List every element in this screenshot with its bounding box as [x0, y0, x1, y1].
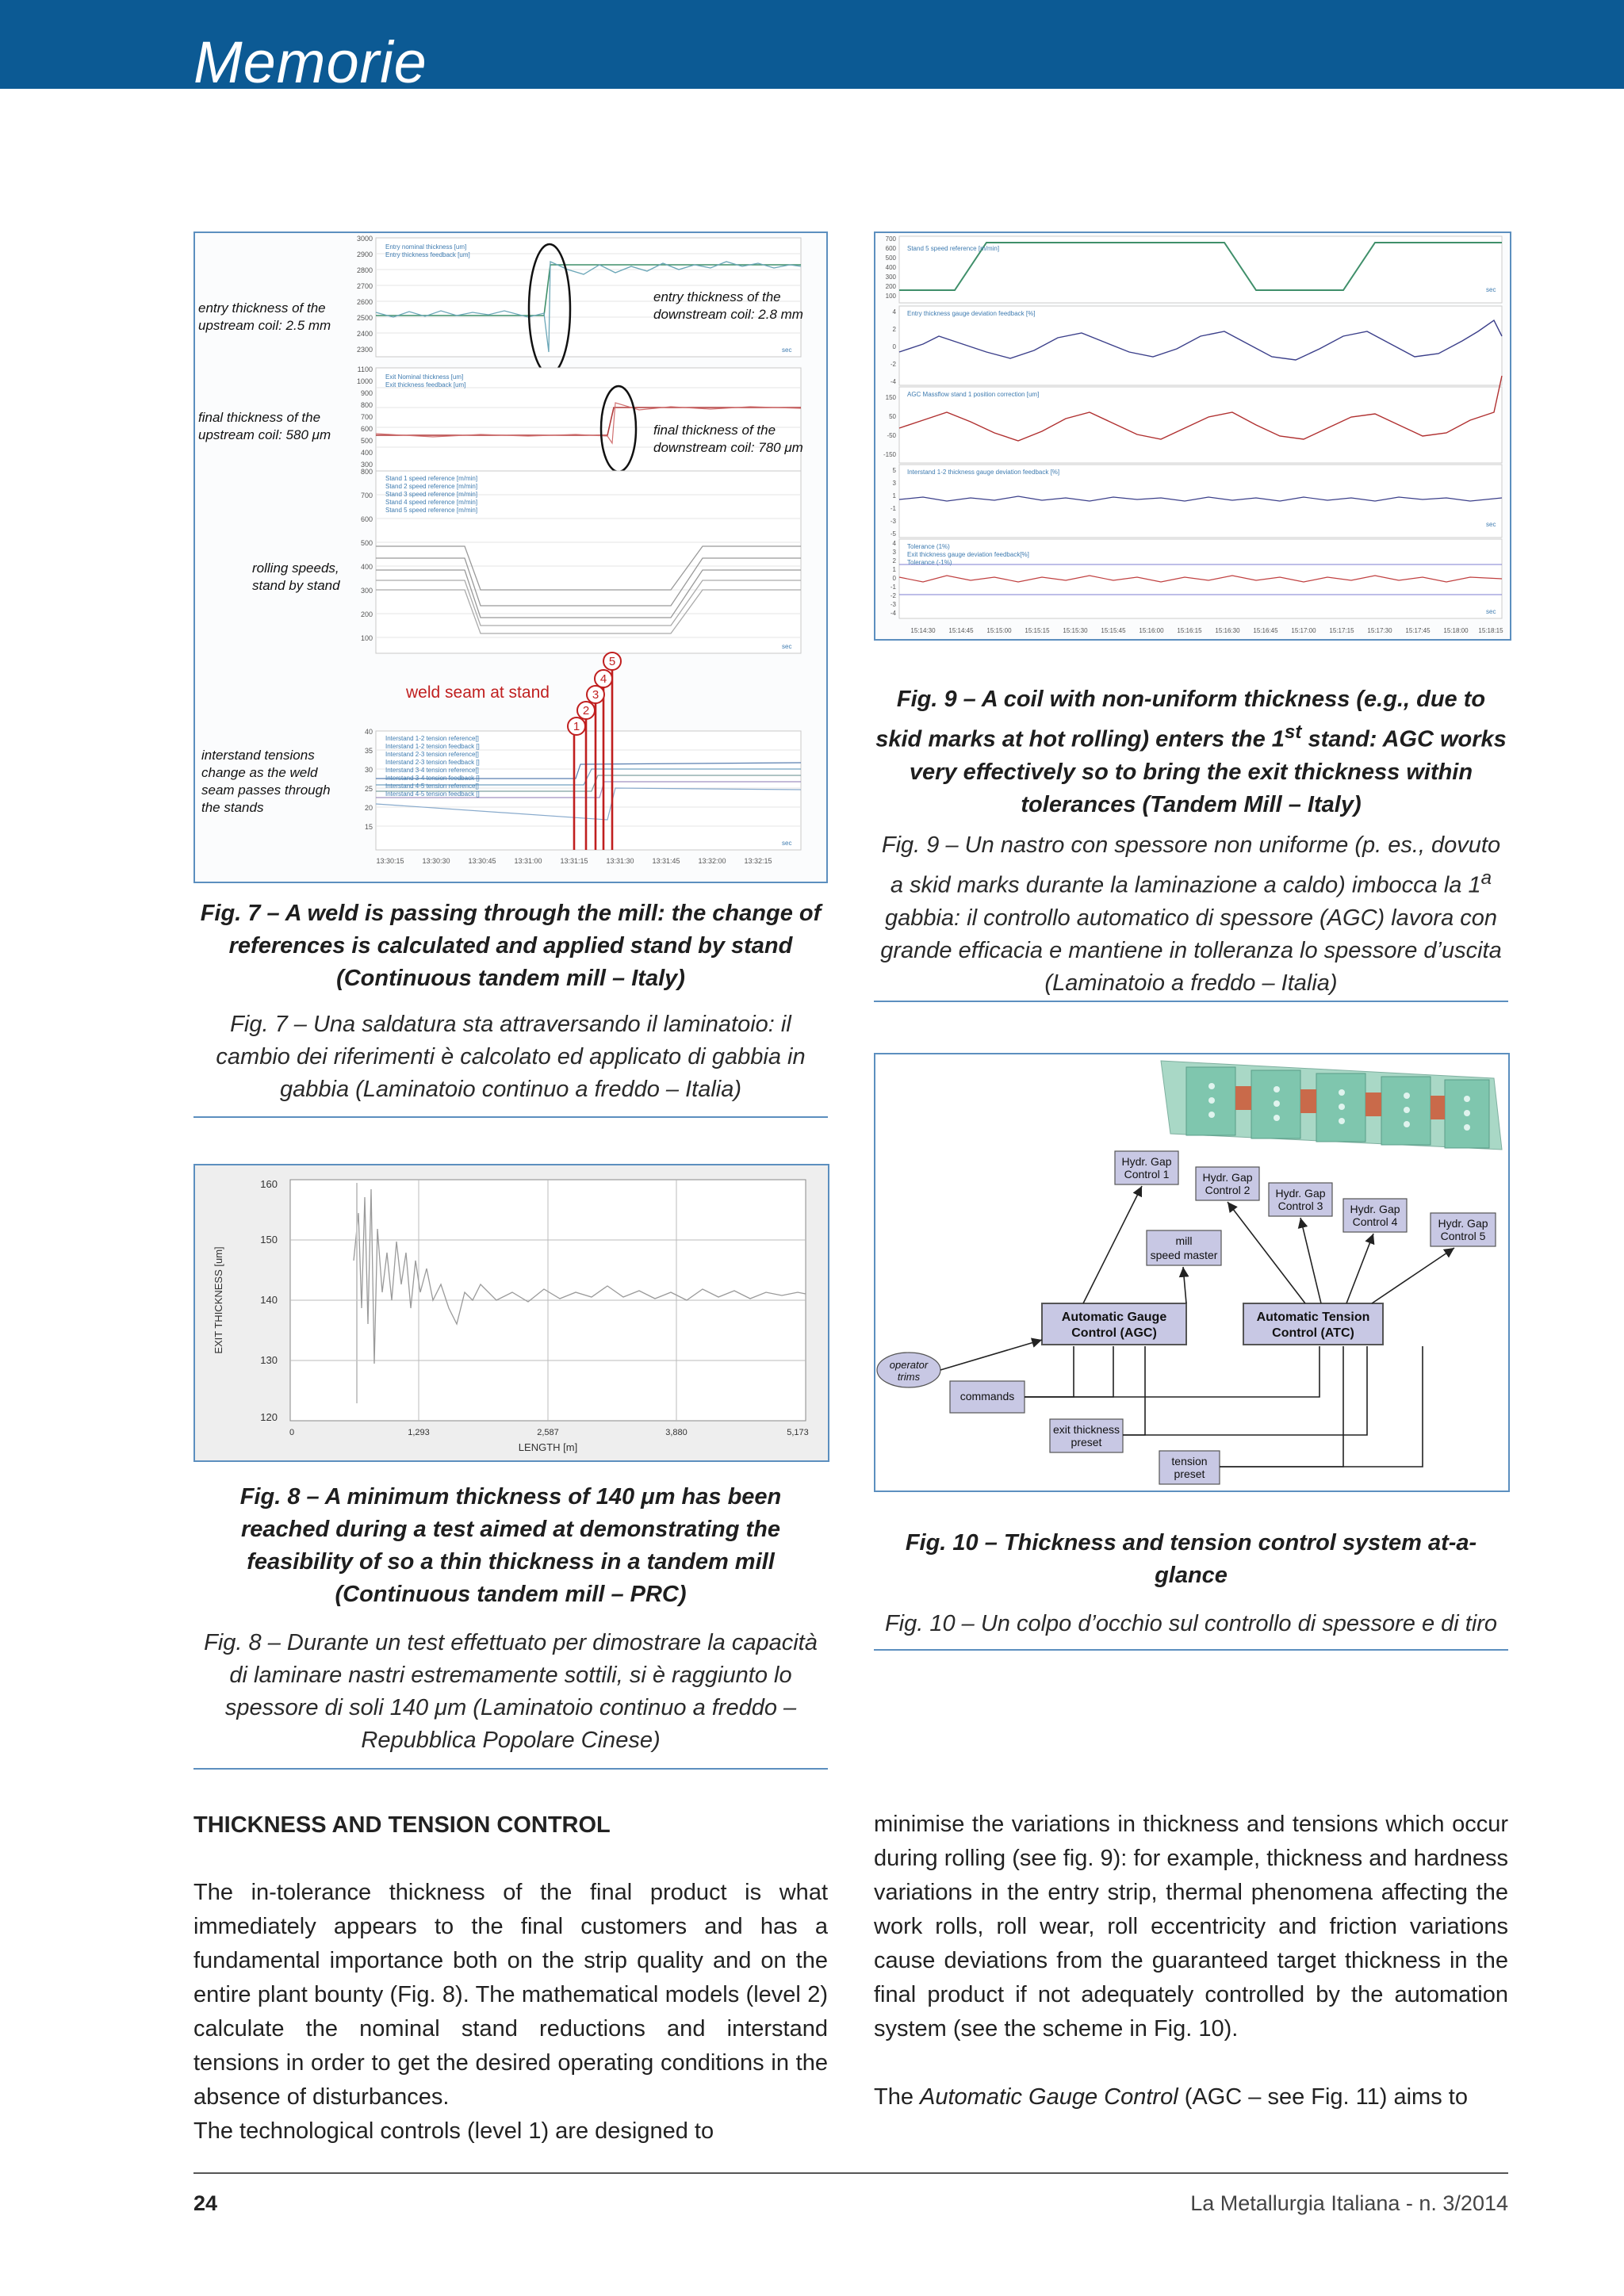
- svg-text:50: 50: [889, 413, 896, 420]
- svg-text:3,880: 3,880: [665, 1428, 688, 1437]
- svg-text:upstream coil: 2.5 mm: upstream coil: 2.5 mm: [198, 318, 331, 333]
- figure-8-plot: [195, 1165, 828, 1460]
- svg-text:Interstand 3-4 tension referen: Interstand 3-4 tension reference[]: [385, 767, 479, 774]
- agc-label: Automatic Gauge: [1061, 1311, 1167, 1324]
- fig7-ann-final-downstream: final thickness of the: [653, 423, 776, 438]
- svg-text:200: 200: [360, 610, 373, 618]
- svg-text:5,173: 5,173: [787, 1428, 809, 1437]
- svg-text:1,293: 1,293: [408, 1428, 430, 1437]
- figure-9: [874, 232, 1511, 641]
- fig9-caption-en: Fig. 9 – A coil with non-uniform thickness (e.g., due to skid marks at hot rolling) enters the 1st stand: AGC works very effectively so to bring the exit thickness within tolerances (Tandem Mill – Italy): [875, 687, 1507, 817]
- svg-text:13:30:45: 13:30:45: [468, 857, 496, 865]
- svg-text:400: 400: [360, 449, 373, 457]
- fig7-stand-label-2: 2: [582, 704, 590, 718]
- fig7-stand-label-4: 4: [599, 672, 607, 686]
- section-title: Memorie: [193, 29, 427, 95]
- svg-text:stand by stand: stand by stand: [252, 578, 340, 593]
- fig9-axis-inter: [891, 467, 897, 538]
- svg-text:Interstand 4-5 tension referen: Interstand 4-5 tension reference[]: [385, 783, 479, 790]
- mill-speed-master-label: mill: [1175, 1234, 1193, 1247]
- svg-text:2: 2: [892, 557, 896, 564]
- fig8-rule: [193, 1768, 828, 1770]
- svg-text:15:15:15: 15:15:15: [1025, 627, 1050, 634]
- svg-text:800: 800: [360, 401, 373, 409]
- fig7-caption-it: Fig. 7 – Una saldatura sta attraversando il laminatoio: il cambio dei riferimenti è calcolato ed applicato di gabbia in gabbia (Laminatoio continuo a freddo – Italia): [216, 1012, 806, 1102]
- svg-text:-5: -5: [890, 530, 896, 538]
- svg-text:Stand 5 speed reference [m/min: Stand 5 speed reference [m/min]: [385, 507, 478, 514]
- svg-text:13:30:30: 13:30:30: [422, 857, 450, 865]
- svg-text:600: 600: [885, 245, 896, 252]
- svg-text:Interstand 1-2 thickness gauge: Interstand 1-2 thickness gauge deviation feedback [%]: [907, 469, 1060, 476]
- svg-text:900: 900: [360, 389, 373, 397]
- svg-text:500: 500: [360, 437, 373, 445]
- svg-text:15:15:30: 15:15:30: [1063, 627, 1088, 634]
- svg-text:Exit thickness gauge deviation: Exit thickness gauge deviation feedback[%]: [907, 551, 1029, 558]
- svg-text:-50: -50: [887, 432, 896, 439]
- svg-text:sec: sec: [1486, 608, 1496, 615]
- svg-text:Stand 5 speed reference [m/min: Stand 5 speed reference [m/min]: [907, 245, 1000, 252]
- tension-preset-label: tension: [1171, 1455, 1208, 1468]
- svg-text:100: 100: [885, 293, 896, 300]
- svg-text:13:32:00: 13:32:00: [698, 857, 726, 865]
- left-paragraph-1: The in-tolerance thickness of the final product is what immediately appears to the final customers and has a fundamental importance both on the strip quality and on the entire plant bounty (Fig. 8). The mathematical models (level 2) calculate the nominal stand reductions and interstand tensions in order to get the desired operating conditions in the absence of disturbances.: [193, 1880, 828, 2110]
- svg-text:400: 400: [360, 563, 373, 571]
- svg-text:Stand 4 speed reference [m/min: Stand 4 speed reference [m/min]: [385, 499, 478, 506]
- svg-text:600: 600: [360, 515, 373, 523]
- section-heading: THICKNESS AND TENSION CONTROL: [193, 1812, 611, 1838]
- svg-text:4: 4: [892, 540, 896, 547]
- svg-text:500: 500: [360, 539, 373, 547]
- svg-text:speed master: speed master: [1150, 1249, 1218, 1261]
- figure-7-plot: [195, 233, 826, 882]
- fig10-rule: [874, 1649, 1508, 1651]
- svg-text:150: 150: [885, 394, 896, 401]
- svg-text:1000: 1000: [356, 377, 373, 385]
- fig7-stand-label-3: 3: [592, 688, 599, 702]
- fig7-caption-en: Fig. 7 – A weld is passing through the mill: the change of references is calculated and applied stand by stand (Continuous tandem mill – Italy): [200, 901, 822, 991]
- fig10-caption-it: Fig. 10 – Un colpo d’occhio sul controllo di spessore e di tiro: [884, 1611, 1498, 1636]
- svg-text:Tolerance (-1%): Tolerance (-1%): [907, 559, 952, 566]
- svg-text:1100: 1100: [357, 365, 373, 373]
- fig7-ann-final-upstream: final thickness of the: [198, 410, 321, 425]
- svg-text:2600: 2600: [356, 298, 373, 306]
- svg-text:15:15:45: 15:15:45: [1101, 627, 1126, 634]
- svg-text:100: 100: [360, 634, 373, 642]
- svg-text:25: 25: [364, 785, 373, 793]
- figure-8: [193, 1164, 829, 1462]
- svg-text:13:32:15: 13:32:15: [744, 857, 772, 865]
- svg-text:Interstand 2-3 tension feedbac: Interstand 2-3 tension feedback []: [385, 759, 480, 766]
- figure-10-diagram: [875, 1054, 1508, 1490]
- svg-text:15:16:45: 15:16:45: [1253, 627, 1278, 634]
- svg-text:Interstand 2-3 tension referen: Interstand 2-3 tension reference[]: [385, 751, 479, 758]
- svg-text:Control 5: Control 5: [1440, 1230, 1486, 1242]
- svg-text:160: 160: [260, 1178, 278, 1190]
- svg-text:15:18:15: 15:18:15: [1478, 627, 1503, 634]
- fig9-axis-exit: [891, 540, 897, 617]
- svg-text:700: 700: [360, 492, 373, 499]
- svg-text:35: 35: [364, 747, 373, 755]
- svg-text:2800: 2800: [356, 266, 373, 274]
- svg-text:3: 3: [892, 549, 896, 556]
- journal-name: La Metallurgia Italiana - n. 3/2014: [1190, 2191, 1508, 2215]
- svg-text:Control 1: Control 1: [1124, 1168, 1170, 1181]
- svg-text:150: 150: [260, 1234, 278, 1246]
- svg-text:Control 3: Control 3: [1277, 1200, 1323, 1212]
- svg-text:preset: preset: [1071, 1436, 1102, 1448]
- svg-text:30: 30: [364, 766, 373, 774]
- svg-text:sec: sec: [1486, 286, 1496, 293]
- left-column-text: [193, 1876, 828, 2149]
- page-number: 24: [193, 2191, 218, 2215]
- svg-text:seam passes through: seam passes through: [201, 783, 331, 798]
- figure-10: [874, 1053, 1510, 1492]
- fig7-time-ticks: [376, 857, 772, 865]
- fig8-caption-en: Fig. 8 – A minimum thickness of 140 μm has been reached during a test aimed at demonstrating the feasibility of so a thin thickness in a tandem mill (Continuous tandem mill – PRC): [239, 1484, 782, 1607]
- svg-text:800: 800: [360, 468, 373, 476]
- fig7-axis-tension: [365, 728, 373, 831]
- fig9-time-ticks: [910, 627, 1503, 634]
- hgc4-label: Hydr. Gap: [1350, 1203, 1400, 1215]
- svg-text:600: 600: [360, 425, 373, 433]
- svg-text:140: 140: [260, 1294, 278, 1306]
- svg-text:-1: -1: [890, 505, 896, 512]
- svg-text:-3: -3: [890, 601, 896, 608]
- svg-text:13:31:45: 13:31:45: [652, 857, 680, 865]
- fig7-legend-tension: [385, 735, 480, 798]
- svg-text:-4: -4: [890, 610, 896, 617]
- svg-text:500: 500: [885, 254, 896, 262]
- svg-text:13:31:30: 13:31:30: [606, 857, 634, 865]
- atc-label: Automatic Tension: [1256, 1311, 1370, 1324]
- svg-text:15:14:45: 15:14:45: [948, 627, 974, 634]
- fig9-axis-agc: [883, 394, 897, 458]
- svg-text:downstream coil: 2.8 mm: downstream coil: 2.8 mm: [653, 307, 803, 322]
- svg-text:the stands: the stands: [201, 800, 264, 815]
- mill-stands-illustration: [1161, 1061, 1502, 1150]
- svg-text:13:31:00: 13:31:00: [514, 857, 542, 865]
- hgc1-label: Hydr. Gap: [1121, 1155, 1172, 1168]
- svg-text:13:31:15: 13:31:15: [560, 857, 588, 865]
- svg-text:2,587: 2,587: [537, 1428, 559, 1437]
- svg-text:Tolerance (1%): Tolerance (1%): [907, 543, 950, 550]
- fig7-axis-top: [357, 235, 373, 354]
- commands-label: commands: [959, 1390, 1015, 1402]
- svg-text:130: 130: [260, 1354, 278, 1366]
- fig7-legend-top: [385, 243, 470, 258]
- fig8-caption-it: Fig. 8 – Durante un test effettuato per dimostrare la capacità di laminare nastri estremamente sottili, si è raggiunto lo spessore di soli 140 μm (Laminatoio continuo a freddo – Repubblica Popolare Cinese): [204, 1630, 818, 1753]
- svg-text:Entry nominal thickness [um]: Entry nominal thickness [um]: [385, 243, 467, 251]
- svg-text:sec: sec: [782, 346, 792, 354]
- exit-thickness-preset-label: exit thickness: [1052, 1423, 1120, 1436]
- svg-text:Stand 1 speed reference [m/min: Stand 1 speed reference [m/min]: [385, 475, 478, 482]
- fig9-rule: [874, 1001, 1508, 1002]
- fig7-ann-speeds: rolling speeds,: [252, 561, 339, 576]
- svg-text:15:17:30: 15:17:30: [1367, 627, 1392, 634]
- svg-text:Stand 3 speed reference [m/min: Stand 3 speed reference [m/min]: [385, 491, 478, 498]
- svg-text:15:17:15: 15:17:15: [1329, 627, 1354, 634]
- svg-text:upstream coil: 580 μm: upstream coil: 580 μm: [198, 427, 331, 442]
- fig7-stand-label-5: 5: [608, 655, 616, 668]
- fig8-yticks: [260, 1178, 278, 1423]
- svg-text:15: 15: [364, 823, 373, 831]
- svg-text:15:16:15: 15:16:15: [1177, 627, 1202, 634]
- svg-text:Exit thickness feedback [um]: Exit thickness feedback [um]: [385, 381, 466, 388]
- svg-text:sec: sec: [782, 840, 792, 847]
- fig7-axis-speed: [361, 468, 373, 642]
- svg-text:2500: 2500: [356, 314, 373, 322]
- fig7-legend-speed: [385, 475, 477, 514]
- fig7-stand-label-1: 1: [573, 720, 580, 733]
- fig7-legend-mid: [385, 373, 465, 388]
- svg-text:-4: -4: [890, 378, 896, 385]
- fig9-caption-it: Fig. 9 – Un nastro con spessore non uniforme (p. es., dovuto a skid marks durante la laminazione a caldo) imbocca la 1$^a$ gabbia: il controllo automatico di spessore (AGC) lavora con grande efficacia e mantiene in tolleranza lo spessore d’uscita (Laminatoio a freddo – Italia): [880, 832, 1502, 996]
- svg-text:Control 4: Control 4: [1352, 1215, 1398, 1228]
- fig8-xticks: [289, 1428, 809, 1437]
- left-paragraph-2: The technological controls (level 1) are designed to: [193, 2118, 714, 2144]
- svg-text:-150: -150: [883, 451, 896, 458]
- hgc5-label: Hydr. Gap: [1438, 1217, 1488, 1230]
- svg-text:2400: 2400: [356, 330, 373, 338]
- svg-text:13:30:15: 13:30:15: [376, 857, 404, 865]
- svg-text:2: 2: [892, 326, 896, 333]
- right-paragraph-2: The Automatic Gauge Control (AGC – see Fig. 11) aims to: [874, 2084, 1468, 2110]
- svg-text:Entry thickness gauge deviatio: Entry thickness gauge deviation feedback [%]: [907, 310, 1036, 317]
- svg-text:Entry thickness feedback [um]: Entry thickness feedback [um]: [385, 251, 470, 258]
- svg-text:-1: -1: [890, 584, 896, 591]
- svg-text:Control (AGC): Control (AGC): [1071, 1326, 1157, 1340]
- svg-text:0: 0: [289, 1428, 295, 1437]
- svg-text:-2: -2: [890, 592, 896, 599]
- figure-7: [193, 232, 828, 883]
- right-paragraph-1: minimise the variations in thickness and tensions which occur during rolling (see fig. 9): for example, thickness and hardness variations in the entry strip, thermal phenomena affecting the work rolls, roll wear, roll eccentricity and friction variations cause deviations from the guaranteed target thickness in the final product if not adequately controlled by the automation system (see the scheme in Fig. 10).: [874, 1812, 1508, 2042]
- svg-text:120: 120: [260, 1411, 278, 1423]
- svg-text:15:15:00: 15:15:00: [986, 627, 1012, 634]
- svg-text:400: 400: [885, 264, 896, 271]
- svg-text:Stand 2 speed reference [m/min: Stand 2 speed reference [m/min]: [385, 483, 478, 490]
- svg-text:Control 2: Control 2: [1205, 1184, 1251, 1196]
- svg-text:2700: 2700: [356, 282, 373, 290]
- svg-text:15:14:30: 15:14:30: [910, 627, 936, 634]
- svg-text:300: 300: [885, 274, 896, 281]
- svg-text:downstream coil: 780 μm: downstream coil: 780 μm: [653, 440, 803, 455]
- svg-text:1: 1: [892, 566, 896, 573]
- svg-text:3000: 3000: [356, 235, 373, 243]
- fig8-xlabel: LENGTH [m]: [518, 1441, 578, 1453]
- svg-text:0: 0: [892, 343, 896, 350]
- svg-text:700: 700: [885, 235, 896, 243]
- svg-text:40: 40: [364, 728, 373, 736]
- svg-text:Interstand 4-5 tension feedbac: Interstand 4-5 tension feedback []: [385, 790, 480, 798]
- svg-text:Exit Nominal thickness [um]: Exit Nominal thickness [um]: [385, 373, 464, 381]
- svg-text:0: 0: [892, 575, 896, 582]
- svg-text:15:16:00: 15:16:00: [1139, 627, 1164, 634]
- svg-text:1: 1: [892, 492, 896, 499]
- footer-rule: [193, 2172, 1508, 2174]
- fig7-ann-weld: weld seam at stand: [406, 683, 550, 702]
- svg-text:20: 20: [364, 804, 373, 812]
- svg-text:15:17:00: 15:17:00: [1291, 627, 1316, 634]
- svg-text:change as the weld: change as the weld: [201, 765, 318, 780]
- fig7-ann-entry-upstream: entry thickness of the: [198, 300, 326, 316]
- svg-text:2900: 2900: [356, 251, 373, 258]
- svg-text:5: 5: [892, 467, 896, 474]
- hgc2-label: Hydr. Gap: [1202, 1171, 1253, 1184]
- hgc3-label: Hydr. Gap: [1275, 1187, 1326, 1200]
- fig9-axis-speed: [886, 235, 897, 300]
- svg-text:trims: trims: [897, 1371, 921, 1383]
- svg-text:Interstand 3-4 tension feedbac: Interstand 3-4 tension feedback []: [385, 775, 480, 782]
- svg-text:-2: -2: [890, 361, 896, 368]
- svg-text:15:17:45: 15:17:45: [1405, 627, 1431, 634]
- fig7-ann-entry-downstream: entry thickness of the: [653, 289, 781, 304]
- svg-text:4: 4: [892, 308, 896, 316]
- svg-text:sec: sec: [782, 643, 792, 650]
- fig10-caption-en: Fig. 10 – Thickness and tension control system at-a-glance: [905, 1530, 1477, 1588]
- fig8-ylabel: EXIT THICKNESS [um]: [213, 1246, 224, 1354]
- fig7-axis-mid: [357, 365, 373, 469]
- svg-text:AGC Massflow stand 1 position: AGC Massflow stand 1 position correction [um]: [907, 391, 1040, 398]
- right-column-text: [874, 1808, 1508, 2114]
- svg-text:Control (ATC): Control (ATC): [1272, 1326, 1354, 1340]
- svg-text:15:18:00: 15:18:00: [1443, 627, 1469, 634]
- svg-text:2300: 2300: [356, 346, 373, 354]
- operator-trims-label: operator: [889, 1359, 929, 1371]
- svg-text:200: 200: [885, 283, 896, 290]
- fig7-ann-tensions: interstand tensions: [201, 748, 315, 763]
- svg-text:-3: -3: [890, 518, 896, 525]
- svg-text:Interstand 1-2 tension feedbac: Interstand 1-2 tension feedback []: [385, 743, 480, 750]
- svg-text:3: 3: [892, 480, 896, 487]
- svg-text:preset: preset: [1174, 1468, 1205, 1480]
- figure-9-plot: [875, 233, 1510, 639]
- svg-text:Interstand 1-2 tension referen: Interstand 1-2 tension reference[]: [385, 735, 479, 742]
- svg-text:15:16:30: 15:16:30: [1215, 627, 1240, 634]
- fig9-axis-entry: [891, 308, 897, 385]
- svg-text:sec: sec: [1486, 521, 1496, 528]
- svg-text:300: 300: [360, 587, 373, 595]
- svg-text:300: 300: [360, 461, 373, 469]
- svg-text:700: 700: [360, 413, 373, 421]
- fig7-rule: [193, 1116, 828, 1118]
